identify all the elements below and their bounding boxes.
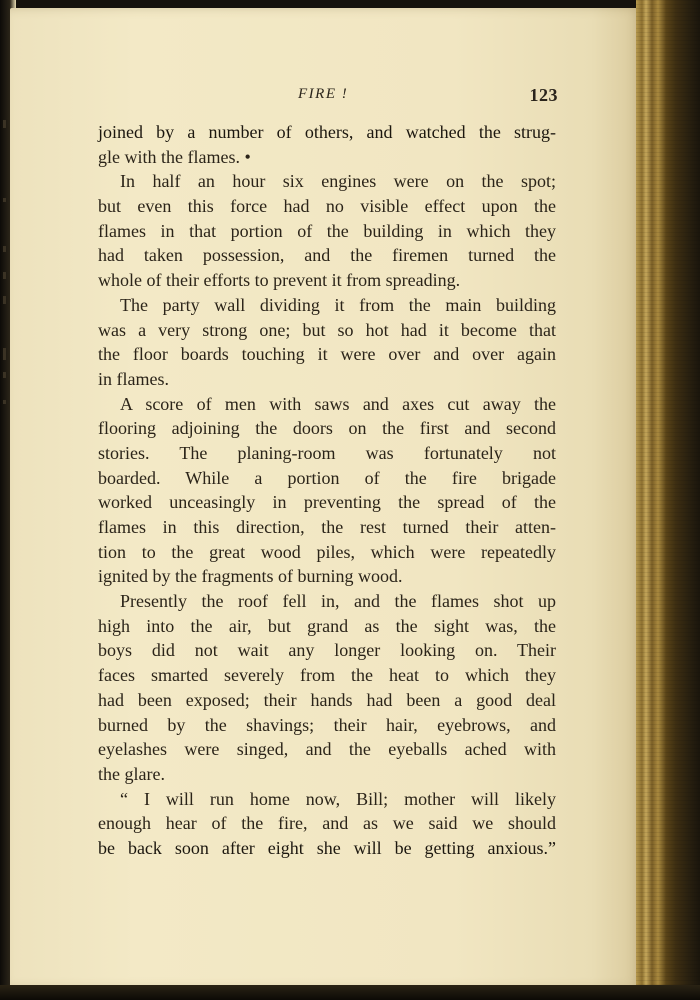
text-line: boarded. While a portion of the fire brigade bbox=[98, 467, 556, 488]
running-head: FIRE ! bbox=[298, 86, 349, 102]
text-line: gle with the flames. • bbox=[98, 146, 251, 167]
text-line: ignited by the fragments of burning wood. bbox=[98, 566, 403, 587]
text-line: whole of their efforts to prevent it from spreading. bbox=[98, 270, 461, 291]
text-line: high into the air, but grand as the sight was, the bbox=[98, 615, 556, 636]
paragraph-first-line: In half an hour six engines were on the spot; bbox=[120, 171, 556, 192]
page-body-text bbox=[98, 120, 556, 861]
text-line: flooring adjoining the doors on the first and second bbox=[98, 418, 556, 439]
text-line: boys did not wait any longer looking on. Their bbox=[98, 640, 556, 661]
text-line: flames in this direction, the rest turned their atten- bbox=[98, 517, 556, 537]
text-line: enough hear of the fire, and as we said we should bbox=[98, 813, 556, 834]
text-line: worked unceasingly in preventing the spread of the bbox=[98, 492, 556, 513]
text-line: the glare. bbox=[98, 763, 165, 784]
text-line: in flames. bbox=[98, 368, 169, 389]
text-line: eyelashes were singed, and the eyeballs ached with bbox=[98, 739, 556, 760]
paragraph-first-line: A score of men with saws and axes cut away the bbox=[120, 393, 556, 414]
page-header bbox=[96, 86, 558, 110]
page-number: 123 bbox=[529, 85, 558, 105]
text-line: was a very strong one; but so hot had it become that bbox=[98, 319, 556, 340]
text-line: had taken possession, and the firemen turned the bbox=[98, 245, 556, 266]
text-line: be back soon after eight she will be getting anxious.” bbox=[98, 837, 556, 858]
gilded-page-edges bbox=[636, 0, 700, 1000]
bottom-shadow-edge bbox=[0, 985, 700, 1000]
text-line: had been exposed; their hands had been a good deal bbox=[98, 689, 556, 710]
paragraph-first-line: Presently the roof fell in, and the flames shot up bbox=[120, 591, 556, 612]
paragraph-first-line: “ I will run home now, Bill; mother will likely bbox=[120, 788, 556, 809]
text-line: burned by the shavings; their hair, eyebrows, and bbox=[98, 714, 556, 735]
text-line: faces smarted severely from the heat to which they bbox=[98, 665, 556, 686]
text-line: the floor boards touching it were over and over again bbox=[98, 344, 556, 365]
text-line: flames in that portion of the building in which they bbox=[98, 220, 556, 241]
text-line: joined by a number of others, and watched the strug- bbox=[98, 122, 556, 142]
text-line: but even this force had no visible effect upon the bbox=[98, 196, 556, 217]
text-line: tion to the great wood piles, which were repeatedly bbox=[98, 541, 556, 562]
paragraph-first-line: The party wall dividing it from the main building bbox=[120, 294, 556, 315]
text-line: stories. The planing-room was fortunately not bbox=[98, 442, 556, 463]
